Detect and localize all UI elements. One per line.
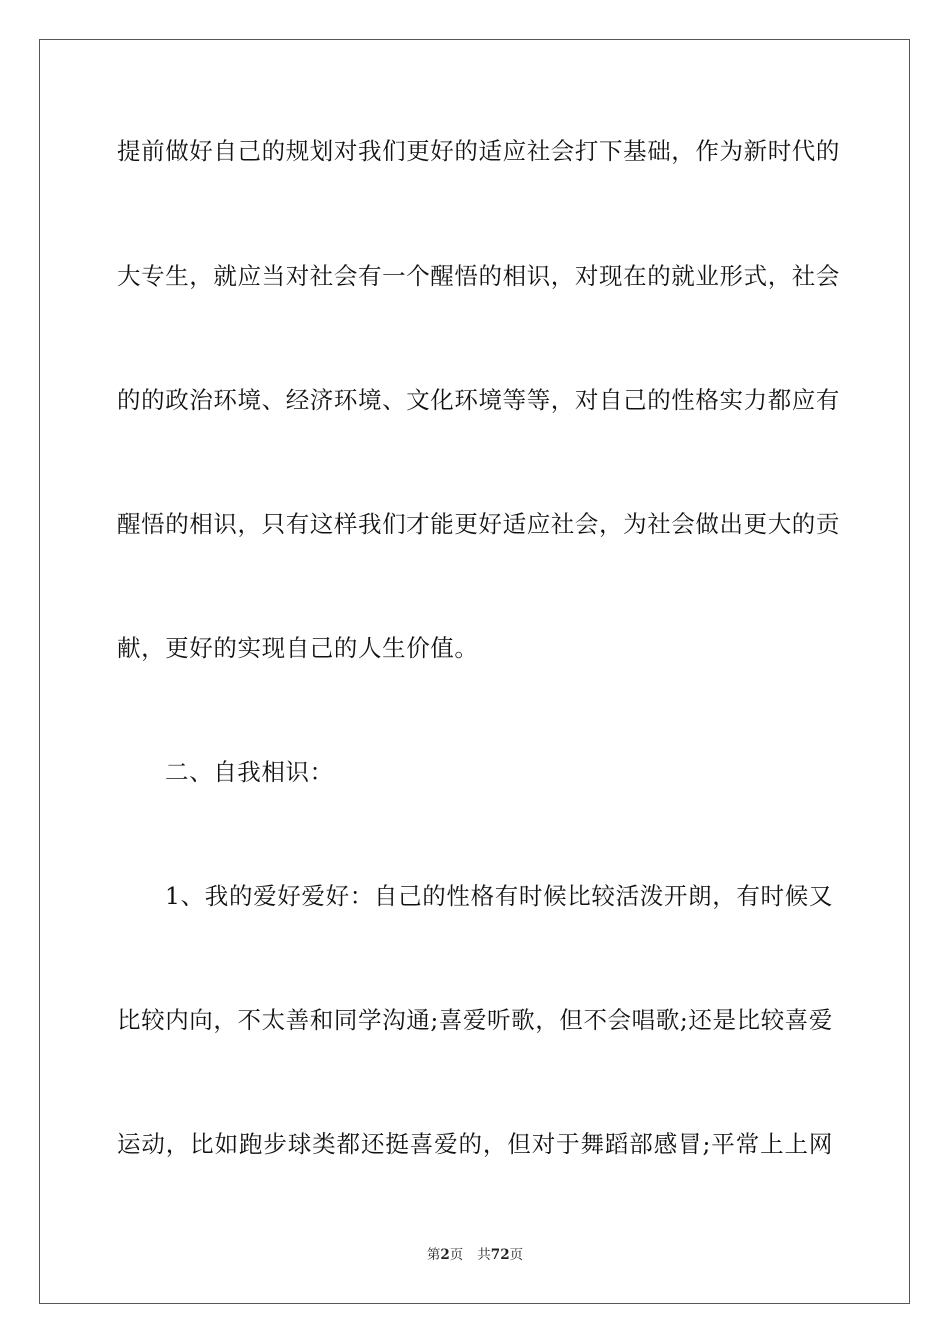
page-number: 2: [440, 1247, 450, 1263]
paragraph-line: 的的政治环境、经济环境、文化环境等等，对自己的性格实力都应有: [117, 386, 840, 414]
section-heading: 二、自我相识：: [165, 758, 334, 786]
paragraph-line: 运动，比如跑步球类都还挺喜爱的，但对于舞蹈部感冒;平常上上网: [117, 1130, 833, 1158]
paragraph-line: 大专生，就应当对社会有一个醒悟的相识，对现在的就业形式，社会: [117, 262, 840, 290]
paragraph-line: 比较内向，不太善和同学沟通;喜爱听歌，但不会唱歌;还是比较喜爱: [117, 1006, 833, 1034]
paragraph-line: 醒悟的相识，只有这样我们才能更好适应社会，为社会做出更大的贡: [117, 510, 840, 538]
total-suffix: 页: [509, 1247, 524, 1263]
total-pages: 72: [490, 1247, 510, 1263]
paragraph-line: 献，更好的实现自己的人生价值。: [117, 634, 479, 662]
paragraph-line: 1、我的爱好爱好：自己的性格有时候比较活泼开朗，有时候又: [165, 882, 833, 910]
page-suffix: 页: [449, 1247, 464, 1263]
page-prefix: 第: [426, 1247, 441, 1263]
paragraph-line: 提前做好自己的规划对我们更好的适应社会打下基础，作为新时代的: [117, 137, 840, 165]
page-border: [39, 39, 910, 1304]
page-footer: [0, 1246, 950, 1264]
total-prefix: 共: [477, 1247, 491, 1263]
